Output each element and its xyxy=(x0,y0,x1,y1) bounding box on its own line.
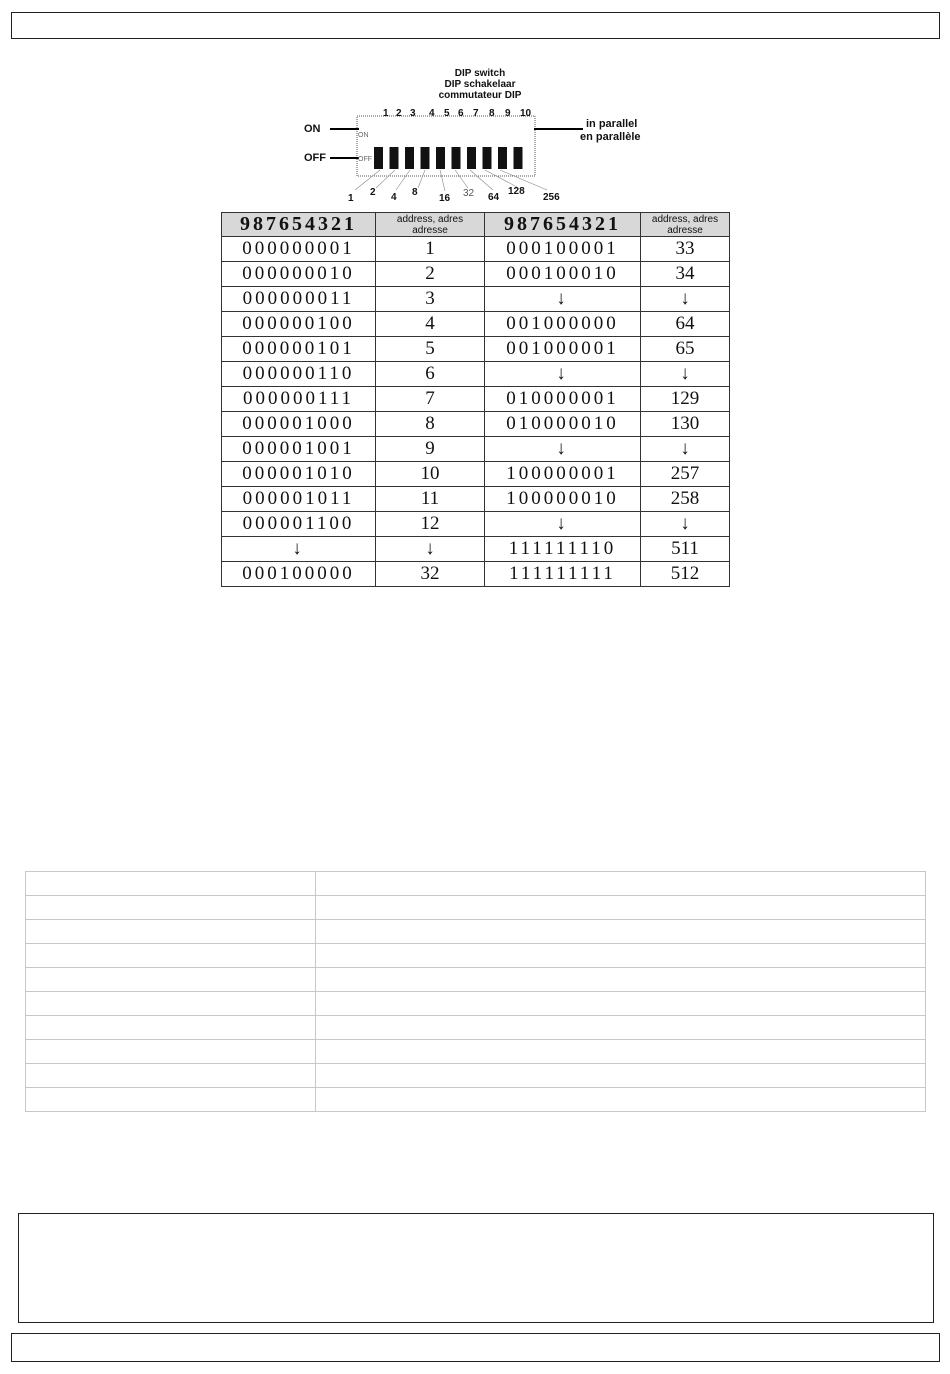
empty-row xyxy=(26,944,926,968)
address-left-cell: 6 xyxy=(376,362,485,387)
address-right-cell: 64 xyxy=(641,312,730,337)
caption-line-1: DIP switch xyxy=(454,68,506,79)
weight-8: 8 xyxy=(412,187,418,198)
empty-cell xyxy=(26,896,316,920)
caption-line-3: commutateur DIP xyxy=(438,90,522,101)
empty-cell xyxy=(316,896,926,920)
address-left-cell: 12 xyxy=(376,512,485,537)
switch-position-3: 3 xyxy=(410,108,416,119)
weight-128: 128 xyxy=(508,186,525,197)
empty-row xyxy=(26,920,926,944)
empty-cell xyxy=(26,1088,316,1112)
table-row xyxy=(222,362,730,387)
header-address-line1: address, adres xyxy=(396,213,464,225)
switch-position-8: 8 xyxy=(489,108,495,119)
header-address-line2: adresse xyxy=(667,224,703,236)
address-right-cell: 34 xyxy=(641,262,730,287)
address-left-cell: 11 xyxy=(376,487,485,512)
weight-32: 32 xyxy=(463,188,475,199)
empty-cell xyxy=(316,1040,926,1064)
empty-cell xyxy=(26,992,316,1016)
switch-lever xyxy=(514,147,523,169)
address-right-cell: 511 xyxy=(641,537,730,562)
weight-2: 2 xyxy=(370,187,376,198)
address-right-cell: 129 xyxy=(641,387,730,412)
binary-right-cell: 001000001 xyxy=(485,337,641,362)
switch-position-9: 9 xyxy=(505,108,511,119)
binary-left-cell: 000000110 xyxy=(222,362,376,387)
table-row xyxy=(222,312,730,337)
empty-cell xyxy=(26,1064,316,1088)
switch-lever xyxy=(498,147,507,169)
switch-lever xyxy=(467,147,476,169)
table-row xyxy=(222,487,730,512)
dip-address-table xyxy=(221,212,730,587)
binary-right-cell: 111111111 xyxy=(485,562,641,587)
empty-row xyxy=(26,896,926,920)
switch-position-6: 6 xyxy=(458,108,464,119)
weight-256: 256 xyxy=(543,192,560,203)
switch-position-10: 10 xyxy=(520,108,532,119)
parallel-label-en: in parallel xyxy=(586,118,638,130)
table-row xyxy=(222,412,730,437)
switch-lever xyxy=(483,147,492,169)
address-left-cell: 9 xyxy=(376,437,485,462)
address-left-cell: 1 xyxy=(376,237,485,262)
dip-switch-drawing xyxy=(290,66,670,206)
binary-right-cell: 010000001 xyxy=(485,387,641,412)
weight-16: 16 xyxy=(439,193,451,204)
empty-row xyxy=(26,1040,926,1064)
binary-right-cell: ↓ xyxy=(485,362,641,387)
empty-cell xyxy=(316,1016,926,1040)
empty-cell xyxy=(316,872,926,896)
table-row xyxy=(222,462,730,487)
empty-cell xyxy=(316,920,926,944)
switch-levers xyxy=(374,147,523,169)
switch-position-2: 2 xyxy=(396,108,402,119)
header-address-line1: address, adres xyxy=(651,213,719,225)
binary-left-cell: 000000111 xyxy=(222,387,376,412)
address-left-cell: 10 xyxy=(376,462,485,487)
binary-right-cell: 100000010 xyxy=(485,487,641,512)
switch-lever xyxy=(374,147,383,169)
binary-right-cell: ↓ xyxy=(485,512,641,537)
empty-cell xyxy=(316,992,926,1016)
address-right-cell: ↓ xyxy=(641,512,730,537)
address-right-cell: 257 xyxy=(641,462,730,487)
switch-lever xyxy=(390,147,399,169)
address-left-cell: 5 xyxy=(376,337,485,362)
weight-1: 1 xyxy=(348,193,354,204)
switch-off-text: OFF xyxy=(358,156,372,163)
empty-cell xyxy=(26,944,316,968)
note-box xyxy=(18,1213,934,1323)
empty-row xyxy=(26,872,926,896)
binary-left-cell: 000000011 xyxy=(222,287,376,312)
binary-right-cell: 111111110 xyxy=(485,537,641,562)
table-row xyxy=(222,512,730,537)
header-bits-left: 987654321 xyxy=(222,213,376,237)
binary-right-cell: 010000010 xyxy=(485,412,641,437)
parallel-label-fr: en parallèle xyxy=(580,131,641,143)
binary-right-cell: 000100001 xyxy=(485,237,641,262)
address-left-cell: 7 xyxy=(376,387,485,412)
table-row xyxy=(222,562,730,587)
binary-left-cell: 000001001 xyxy=(222,437,376,462)
table-row xyxy=(222,287,730,312)
table-row xyxy=(222,337,730,362)
binary-left-cell: 000000100 xyxy=(222,312,376,337)
header-address-right xyxy=(641,213,730,237)
binary-left-cell: 000000101 xyxy=(222,337,376,362)
dip-switch-figure xyxy=(290,66,670,206)
switch-lever xyxy=(452,147,461,169)
header-address-line2: adresse xyxy=(412,224,448,236)
binary-left-cell: 000001011 xyxy=(222,487,376,512)
weight-4: 4 xyxy=(391,192,397,203)
binary-left-cell: 000001000 xyxy=(222,412,376,437)
on-label: ON xyxy=(304,123,321,135)
address-right-cell: ↓ xyxy=(641,287,730,312)
binary-right-cell: ↓ xyxy=(485,287,641,312)
empty-row xyxy=(26,1016,926,1040)
binary-left-cell: 000001100 xyxy=(222,512,376,537)
address-right-cell: 258 xyxy=(641,487,730,512)
address-right-cell: ↓ xyxy=(641,362,730,387)
address-left-cell: 4 xyxy=(376,312,485,337)
header-bits-right: 987654321 xyxy=(485,213,641,237)
empty-cell xyxy=(26,968,316,992)
header-bar xyxy=(11,12,940,39)
caption-line-2: DIP schakelaar xyxy=(444,79,516,90)
empty-cell xyxy=(316,968,926,992)
switch-lever xyxy=(436,147,445,169)
weight-64: 64 xyxy=(488,192,500,203)
address-left-cell: 3 xyxy=(376,287,485,312)
empty-cell xyxy=(26,1040,316,1064)
address-right-cell: 65 xyxy=(641,337,730,362)
address-right-cell: ↓ xyxy=(641,437,730,462)
address-left-cell: 8 xyxy=(376,412,485,437)
binary-left-cell: 000100000 xyxy=(222,562,376,587)
switch-lever xyxy=(405,147,414,169)
empty-cell xyxy=(26,1016,316,1040)
binary-right-cell: ↓ xyxy=(485,437,641,462)
switch-position-7: 7 xyxy=(473,108,479,119)
off-label: OFF xyxy=(304,152,326,164)
empty-spec-table xyxy=(25,871,926,1112)
binary-left-cell: 000000001 xyxy=(222,237,376,262)
address-left-cell: ↓ xyxy=(376,537,485,562)
binary-right-cell: 100000001 xyxy=(485,462,641,487)
empty-row xyxy=(26,1064,926,1088)
empty-cell xyxy=(316,1064,926,1088)
empty-row xyxy=(26,992,926,1016)
address-right-cell: 130 xyxy=(641,412,730,437)
address-left-cell: 2 xyxy=(376,262,485,287)
empty-cell xyxy=(316,944,926,968)
switch-position-5: 5 xyxy=(444,108,450,119)
address-right-cell: 512 xyxy=(641,562,730,587)
binary-right-cell: 000100010 xyxy=(485,262,641,287)
table-row xyxy=(222,237,730,262)
binary-left-cell: 000001010 xyxy=(222,462,376,487)
address-right-cell: 33 xyxy=(641,237,730,262)
switch-lever xyxy=(421,147,430,169)
binary-left-cell: ↓ xyxy=(222,537,376,562)
switch-on-text: ON xyxy=(358,132,369,139)
footer-bar xyxy=(11,1333,940,1362)
binary-right-cell: 001000000 xyxy=(485,312,641,337)
table-row xyxy=(222,387,730,412)
empty-row xyxy=(26,968,926,992)
address-left-cell: 32 xyxy=(376,562,485,587)
table-row xyxy=(222,437,730,462)
empty-cell xyxy=(316,1088,926,1112)
header-address-left xyxy=(376,213,485,237)
binary-left-cell: 000000010 xyxy=(222,262,376,287)
empty-row xyxy=(26,1088,926,1112)
table-row xyxy=(222,537,730,562)
switch-position-4: 4 xyxy=(429,108,435,119)
table-row xyxy=(222,262,730,287)
empty-cell xyxy=(26,872,316,896)
switch-position-1: 1 xyxy=(383,108,389,119)
empty-cell xyxy=(26,920,316,944)
